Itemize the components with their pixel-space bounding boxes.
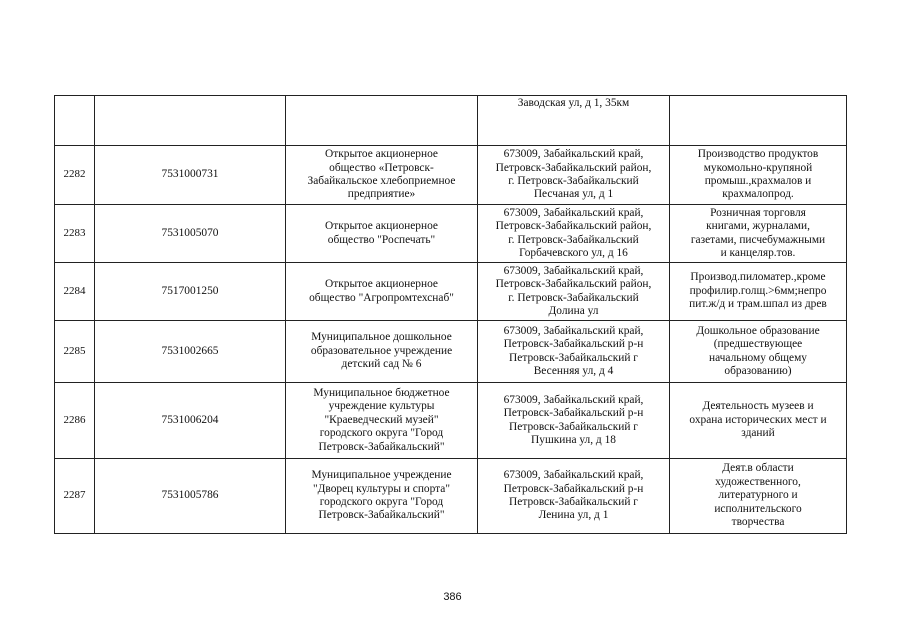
cell-address (478, 383, 670, 459)
cell-row-number: 2287 (55, 459, 95, 534)
table-row (55, 321, 847, 383)
cell-line: Петровск-Забайкальский район, (495, 220, 652, 233)
cell-line: 673009, Забайкальский край, (503, 264, 644, 277)
cell-organization-name (286, 96, 478, 146)
cell-line: Деят.в области (722, 462, 794, 475)
cell-line: газетами, писчебумажными (690, 233, 826, 246)
cell-organization-name (286, 205, 478, 263)
cell-address (478, 263, 670, 321)
cell-activity (670, 146, 847, 205)
cell-line: Петровск-Забайкальский г (509, 420, 638, 433)
cell-line: Муниципальное дошкольное (311, 331, 452, 344)
cell-line: Петровск-Забайкальский г (509, 496, 638, 508)
cell-line: Петровск-Забайкальский г (509, 351, 638, 364)
cell-activity (670, 383, 847, 459)
cell-address: Заводская ул, д 1, 35км (478, 96, 670, 146)
registry-table (54, 95, 847, 534)
cell-row-number: 2285 (55, 321, 95, 383)
cell-line: Песчаная ул, д 1 (533, 188, 614, 201)
cell-line: Долина ул (548, 304, 599, 317)
cell-line: г. Петровск-Забайкальский (508, 175, 639, 187)
cell-line: зданий (741, 427, 775, 440)
cell-organization-name (286, 263, 478, 321)
cell-line: Горбачевского ул, д 16 (519, 246, 628, 259)
cell-line: Забайкальское хлебоприемное (307, 175, 456, 187)
cell-line: Розничная торговля (710, 206, 806, 219)
cell-line: литературного и (718, 489, 798, 502)
cell-line: Петровск-Забайкальский р-н (503, 338, 644, 351)
cell-inn: 7531005070 (95, 205, 286, 263)
table-row (55, 146, 847, 205)
cell-line: Весенняя ул, д 4 (533, 364, 614, 377)
cell-organization-name (286, 459, 478, 534)
cell-inn: 7531002665 (95, 321, 286, 383)
cell-organization-name (286, 321, 478, 383)
cell-row-number: 2284 (55, 263, 95, 321)
cell-activity (670, 321, 847, 383)
cell-inn: 7531005786 (95, 459, 286, 534)
cell-line: Открытое акционерное (325, 148, 438, 161)
cell-row-number: 2286 (55, 383, 95, 459)
cell-inn: 7531006204 (95, 383, 286, 459)
cell-line: Петровск-Забайкальский р-н (503, 482, 644, 495)
cell-line: книгами, журналами, (706, 220, 810, 233)
cell-inn: 7517001250 (95, 263, 286, 321)
cell-activity (670, 459, 847, 534)
cell-line: пит.ж/д и трам.шпал из древ (689, 298, 827, 311)
cell-line: общество «Петровск- (329, 161, 434, 174)
cell-line: образованию) (724, 364, 792, 377)
cell-line: профилир.голщ.>6мм;непро (689, 284, 827, 297)
cell-line: 673009, Забайкальский край, (503, 469, 644, 482)
cell-inn: 7531000731 (95, 146, 286, 205)
cell-line: 673009, Забайкальский край, (503, 148, 644, 161)
cell-row-number: 2283 (55, 205, 95, 263)
cell-line: общество "Агропромтехснаб" (309, 291, 454, 304)
cell-line: г. Петровск-Забайкальский (508, 233, 639, 246)
cell-line: общество "Роспечать" (327, 233, 436, 246)
cell-line: городского округа "Город (319, 496, 444, 508)
cell-line: Открытое акционерное (325, 220, 438, 233)
cell-line: образовательное учреждение (310, 344, 453, 357)
cell-line: Петровск-Забайкальский район, (495, 278, 652, 291)
cell-line: 673009, Забайкальский край, (503, 206, 644, 219)
table-row (55, 263, 847, 321)
cell-activity (670, 96, 847, 146)
cell-line: исполнительского (714, 502, 802, 515)
cell-line: предприятие» (347, 188, 416, 201)
cell-line: 673009, Забайкальский край, (503, 324, 644, 337)
page-number: 386 (443, 591, 462, 603)
table-row (55, 459, 847, 534)
cell-line: детский сад № 6 (341, 358, 422, 371)
cell-line: художественного, (715, 475, 801, 488)
cell-address (478, 459, 670, 534)
cell-address (478, 205, 670, 263)
cell-line: "Дворец культуры и спорта" (313, 482, 450, 495)
cell-line: Петровск-Забайкальский р-н (503, 407, 644, 420)
cell-line: 673009, Забайкальский край, (503, 393, 644, 406)
cell-organization-name (286, 146, 478, 205)
table-row (55, 205, 847, 263)
cell-line: крахмалопрод. (722, 188, 794, 201)
cell-line: Открытое акционерное (325, 278, 438, 291)
cell-line: Производство продуктов (697, 148, 819, 161)
cell-line: учреждение культуры (328, 400, 435, 413)
cell-line: Петровск-Забайкальский" (318, 509, 445, 522)
cell-address (478, 321, 670, 383)
cell-line: мукомольно-крупяной (703, 161, 813, 174)
cell-line: начальному общему (708, 351, 807, 364)
cell-row-number: 2282 (55, 146, 95, 205)
cell-line: Пушкина ул, д 18 (531, 433, 616, 446)
cell-line: Производ.пиломатер.,кроме (690, 271, 826, 284)
table-row-continuation (55, 96, 847, 146)
cell-row-number (55, 96, 95, 146)
cell-line: (предшествующее (713, 338, 803, 351)
cell-line: Дошкольное образование (696, 324, 820, 337)
cell-line: Петровск-Забайкальский район, (495, 161, 652, 174)
cell-line: Деятельность музеев и (702, 400, 814, 413)
cell-inn (95, 96, 286, 146)
cell-line: г. Петровск-Забайкальский (508, 291, 639, 304)
cell-line: Петровск-Забайкальский" (318, 440, 445, 453)
cell-line: Ленина ул, д 1 (538, 509, 609, 522)
cell-line: "Краеведческий музей" (324, 413, 439, 426)
cell-line: и канцеляр.тов. (720, 246, 796, 259)
cell-line: промыш.,крахмалов и (704, 175, 812, 187)
cell-line: охрана исторических мест и (689, 413, 827, 426)
cell-activity (670, 263, 847, 321)
table-row (55, 383, 847, 459)
cell-line: Муниципальное бюджетное (313, 386, 450, 399)
cell-address (478, 146, 670, 205)
cell-organization-name (286, 383, 478, 459)
cell-line: творчества (731, 516, 785, 529)
cell-line: Муниципальное учреждение (311, 469, 452, 482)
cell-activity (670, 205, 847, 263)
cell-line: городского округа "Город (319, 427, 444, 440)
